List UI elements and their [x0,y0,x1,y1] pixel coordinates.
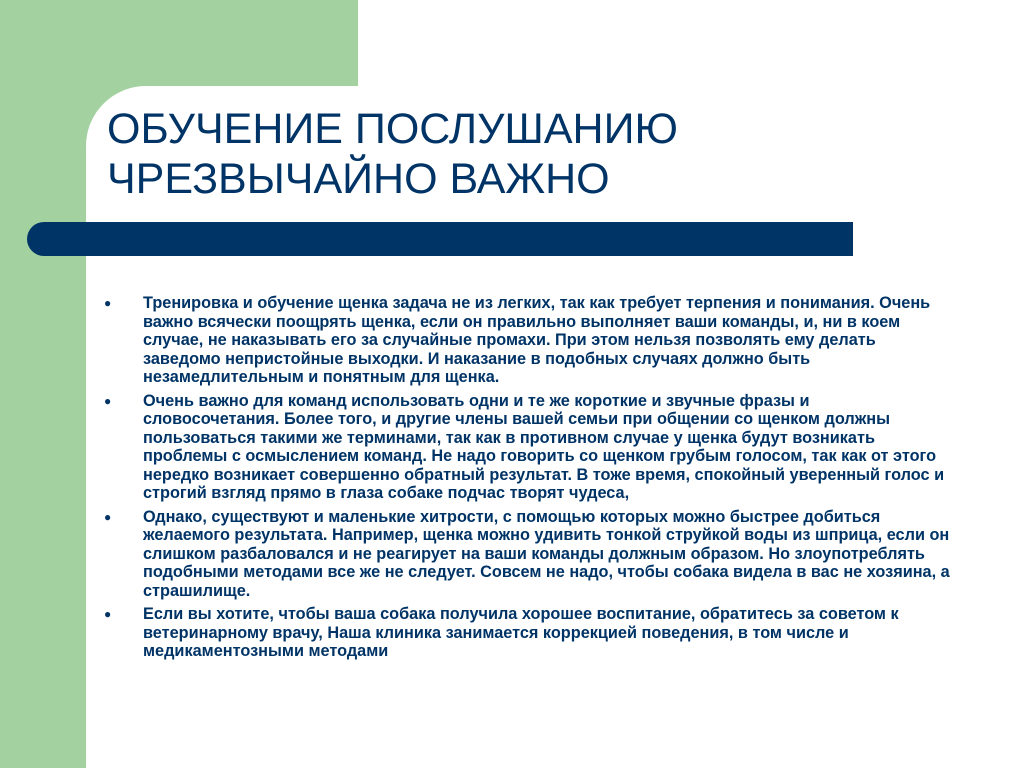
bullet-text-1: Тренировка и обучение щенка задача не из легких, так как требует терпения и понимания. Очень важно всячески поощрять щенка, если он правильно выполняет ваши команды, и, ни в коем случае, не наказывать его за случайные промахи. При этом нельзя позволять ему делать заведомо непристойные выходки. И наказание в подобных случаях должно быть незамедлительным и понятным для щенка. [143,294,931,386]
bullet-text-3: Однако, существуют и маленькие хитрости, с помощью которых можно быстрее добиться желаемого результата. Например, щенка можно удивить тонкой струйкой воды из шприца, если он слишком разбаловался и не реагирует на ваши команды должным образом. Но злоупотреблять подобными методами все же не следует. Совсем не надо, чтобы собака видела в вас не хозяина, а страшилище. [143,507,950,600]
bullet-item-4 [100,605,950,661]
bullet-dot-icon: ● [104,607,112,621]
slide-title-line-2: ЧРЕЗВЫЧАЙНО ВАЖНО [107,155,610,203]
bullet-dot-icon: ● [104,296,112,310]
title-divider-bar [27,222,853,256]
bullet-dot-icon: ● [104,393,112,408]
bullet-item-3 [100,508,950,601]
bullet-text-2: Очень важно для команд использовать одни и те же короткие и звучные фразы и словосочетания. Более того, и другие члены вашей семьи при общении со щенком должны пользоваться такими же терминами, так как в противном случае у щенка будут возникать проблемы с осмыслением команд. Не надо говорить со щенком грубым голосом, так как от этого нередко возникает совершенно обратный результат. В тоже время, спокойный уверенный голос и строгий взгляд прямо в глаза собаке подчас творят чудеса, [143,391,945,502]
bullet-text-4: Если вы хотите, чтобы ваша собака получила хорошее воспитание, обратитесь за советом к ветеринарному врачу, Наша клиника занимается коррекцией поведения, в том числе и медикаментозными методами [143,605,899,660]
bullet-list [100,294,950,666]
slide-title-line-1: ОБУЧЕНИЕ ПОСЛУШАНИЮ [107,105,678,153]
bullet-item-2 [100,392,950,503]
bullet-dot-icon: ● [104,509,112,524]
slide-title [107,104,927,204]
bullet-item-1 [100,294,950,387]
